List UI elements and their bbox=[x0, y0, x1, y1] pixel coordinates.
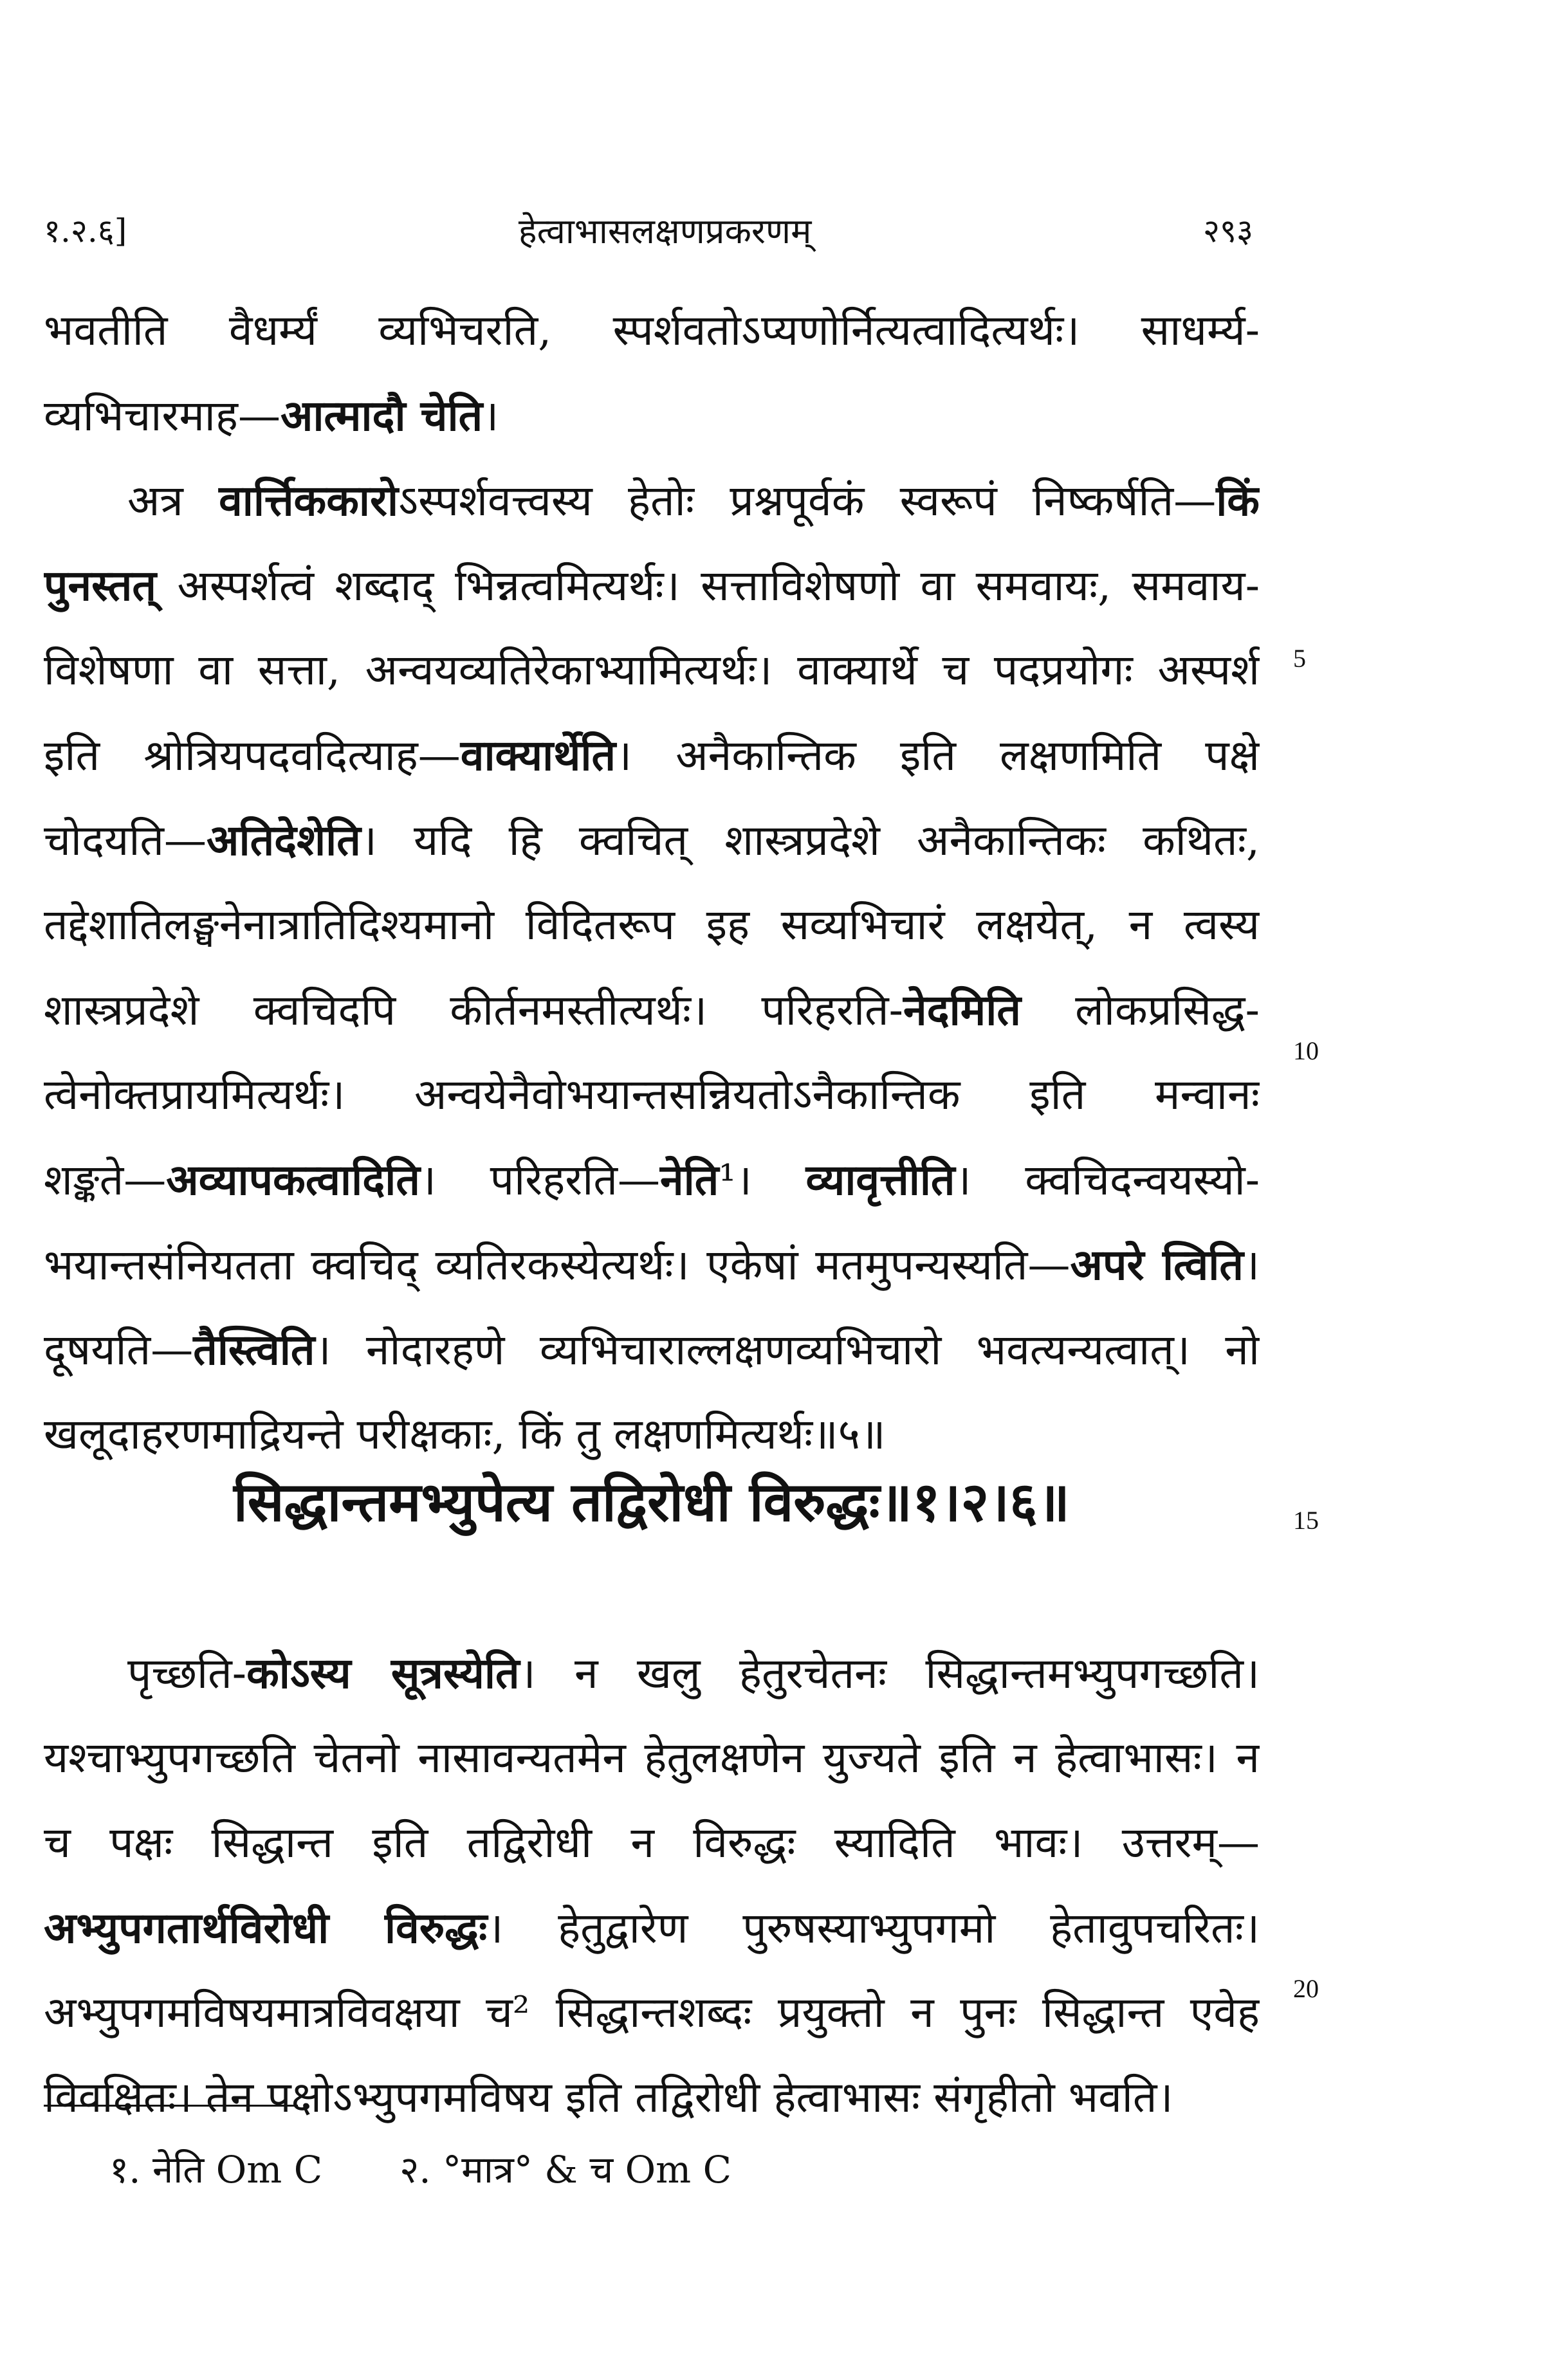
text-line: पुनस्तत् अस्पर्शत्वं शब्दाद् भिन्नत्वमित्यर्थः। सत्ताविशेषणो वा समवायः, समवाय- bbox=[44, 560, 1260, 610]
line-number: 10 bbox=[1293, 1036, 1319, 1065]
bold-lemma: किं bbox=[1216, 475, 1260, 526]
text-line: खलूदाहरणमाद्रियन्ते परीक्षकाः, किं तु लक्षणमित्यर्थः॥५॥ bbox=[44, 1409, 886, 1459]
commentary-paragraph-1 bbox=[44, 288, 1260, 458]
page-number: २९३ bbox=[1202, 212, 1253, 250]
line-number: 15 bbox=[1293, 1506, 1319, 1535]
sutra-heading: सिद्धान्तमभ्युपेत्य तद्विरोधी विरुद्धः॥१।२।६॥ bbox=[234, 1470, 1070, 1533]
section-reference: १.२.६] bbox=[44, 212, 127, 250]
bold-lemma: तैस्त्विति bbox=[193, 1324, 315, 1375]
text-line: शङ्कते—अव्यापकत्वादिति। परिहरति—नेति¹। व्यावृत्तीति। क्वचिदन्वयस्यो- bbox=[44, 1155, 1260, 1205]
text-line: व्यभिचारमाह—आत्मादौ चेति। bbox=[44, 390, 499, 441]
commentary-paragraph-3 bbox=[44, 1631, 1260, 2140]
text-line: तद्देशातिलङ्घनेनात्रातिदिश्यमानो विदितरूप इह सव्यभिचारं लक्षयेत्, न त्वस्य bbox=[44, 900, 1260, 949]
text-line: यश्चाभ्युपगच्छति चेतनो नासावन्यतमेन हेतुलक्षणेन युज्यते इति न हेत्वाभासः। न bbox=[44, 1733, 1260, 1782]
text-line: अभ्युपगतार्थविरोधी विरुद्धः। हेतुद्वारेण पुरुषस्याभ्युपगमो हेतावुपचरितः। bbox=[44, 1903, 1260, 1953]
line-number: 5 bbox=[1293, 644, 1306, 673]
running-head bbox=[44, 201, 1253, 259]
text-line: भयान्तसंनियतता क्वचिद् व्यतिरकस्येत्यर्थः। एकेषां मतमुपन्यस्यति—अपरे त्विति। bbox=[44, 1240, 1260, 1290]
commentary-paragraph-2 bbox=[44, 458, 1260, 1477]
text-line: शास्त्रप्रदेशे क्वचिदपि कीर्तनमस्तीत्यर्थः। परिहरति-नेदमिति लोकप्रसिद्ध- bbox=[44, 985, 1260, 1035]
bold-lemma: कोऽस्य सूत्रस्येति bbox=[246, 1648, 520, 1698]
bold-lemma: आत्मादौ चेति bbox=[280, 390, 483, 441]
text-line: दूषयति—तैस्त्विति। नोदारहणे व्यभिचाराल्लक्षणव्यभिचारो भवत्यन्यत्वात्। नो bbox=[44, 1324, 1260, 1375]
footnotes bbox=[109, 2139, 731, 2197]
text-line: विशेषणा वा सत्ता, अन्वयव्यतिरेकाभ्यामित्यर्थः। वाक्यार्थे च पदप्रयोगः अस्पर्श bbox=[44, 645, 1260, 695]
text-line: अभ्युपगमविषयमात्रविवक्षया च² सिद्धान्तशब्दः प्रयुक्तो न पुनः सिद्धान्त एवेह bbox=[44, 1988, 1260, 2037]
bold-lemma: वाक्यार्थेति bbox=[460, 730, 616, 780]
text-line: पृच्छति-कोऽस्य सूत्रस्येति। न खलु हेतुरचेतनः सिद्धान्तमभ्युपगच्छति। bbox=[127, 1648, 1260, 1698]
text-line: अत्र वार्त्तिककारोऽस्पर्शवत्त्वस्य हेतोः प्रश्नपूर्वकं स्वरूपं निष्कर्षति—किं bbox=[127, 475, 1260, 526]
text-line: चोदयति—अतिदेशेति। यदि हि क्वचित् शास्त्रप्रदेशे अनैकान्तिकः कथितः, bbox=[44, 815, 1260, 865]
text-line: त्वेनोक्तप्रायमित्यर्थः। अन्वयेनैवोभयान्तसन्नियतोऽनैकान्तिक इति मन्वानः bbox=[44, 1070, 1260, 1119]
bold-lemma: अभ्युपगतार्थविरोधी विरुद्धः bbox=[44, 1903, 488, 1953]
bold-lemma: अतिदेशेति bbox=[207, 815, 361, 865]
text-line: इति श्रोत्रियपदवदित्याह—वाक्यार्थेति। अनैकान्तिक इति लक्षणमिति पक्षे bbox=[44, 730, 1260, 780]
bold-lemma: अपरे त्विति bbox=[1070, 1240, 1244, 1290]
text-line: विवक्षितः। तेन पक्षोऽभ्युपगमविषय इति तद्विरोधी हेत्वाभासः संगृहीतो भवति। bbox=[44, 2073, 1173, 2122]
chapter-title: हेत्वाभासलक्षणप्रकरणम् bbox=[518, 211, 812, 252]
bold-lemma: अव्यापकत्वादिति bbox=[166, 1155, 420, 1205]
text-line: भवतीति वैधर्म्यं व्यभिचरति, स्पर्शवतोऽप्यणोर्नित्यत्वादित्यर्थः। साधर्म्य- bbox=[44, 306, 1260, 355]
footnote-1: १. नेति Om C bbox=[109, 2147, 323, 2192]
footnote-rule bbox=[44, 2105, 298, 2107]
bold-lemma: वार्त्तिककारो bbox=[219, 475, 399, 526]
footnote-2: २. °मात्र° & च Om C bbox=[400, 2147, 731, 2192]
bold-lemma: नेति bbox=[659, 1155, 719, 1205]
bold-lemma: व्यावृत्तीति bbox=[805, 1155, 955, 1205]
line-number: 20 bbox=[1293, 1974, 1319, 2003]
bold-lemma: पुनस्तत् bbox=[44, 560, 157, 610]
text-line: च पक्षः सिद्धान्त इति तद्विरोधी न विरुद्धः स्यादिति भावः। उत्तरम्— bbox=[44, 1818, 1260, 1867]
bold-lemma: नेदमिति bbox=[903, 985, 1021, 1035]
